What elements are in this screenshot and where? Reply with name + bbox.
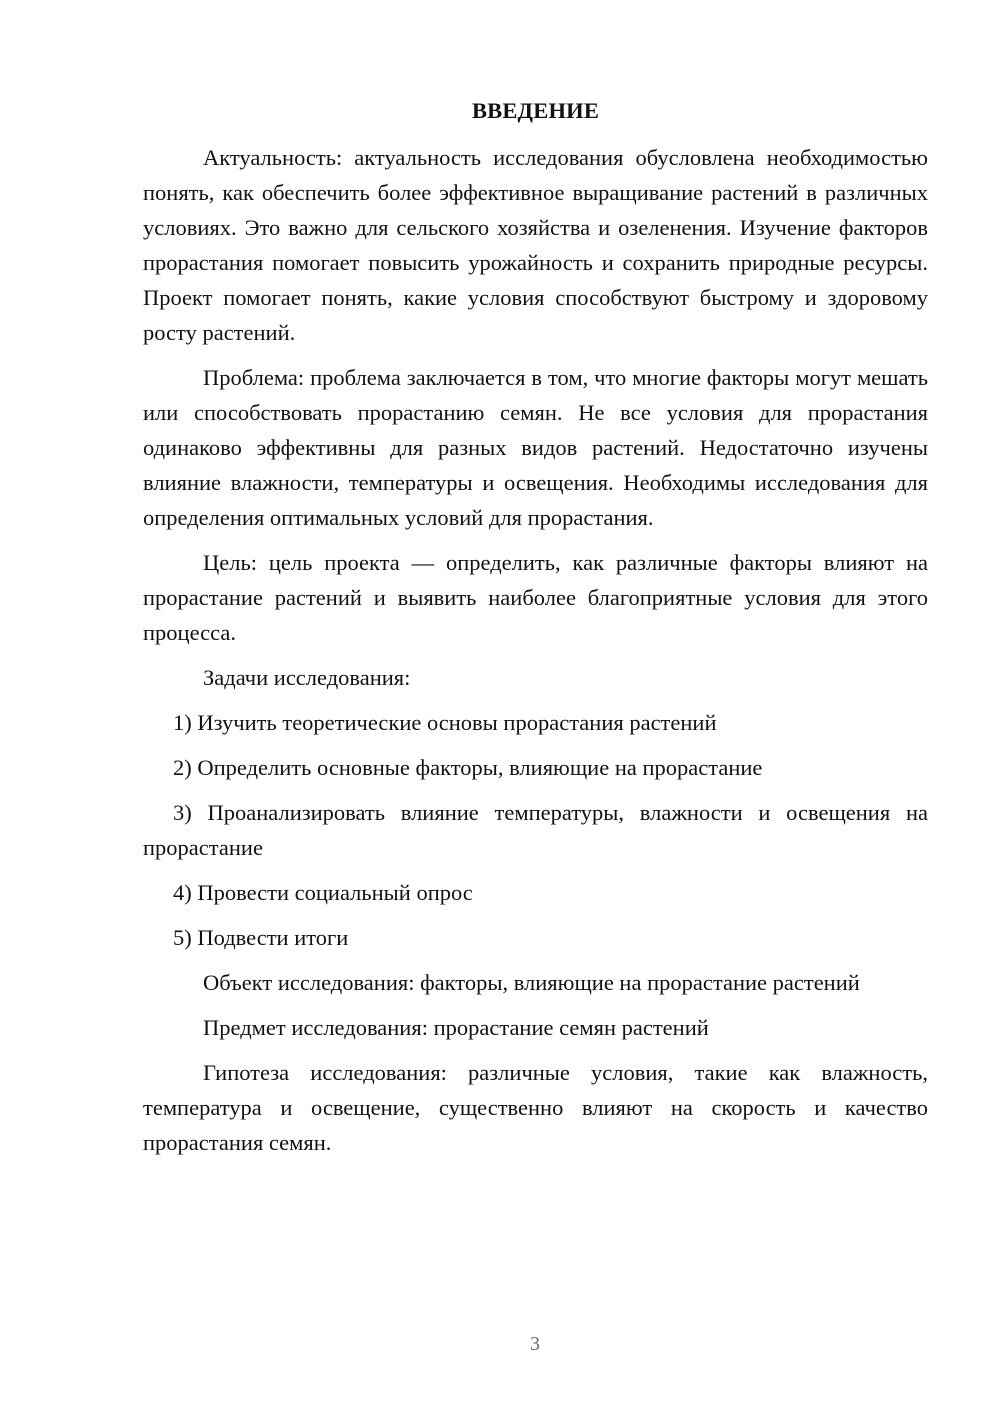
page-content — [143, 93, 928, 1170]
task-item-4: 4) Провести социальный опрос — [173, 880, 473, 905]
problem-paragraph: Проблема: проблема заключается в том, что многие факторы могут мешать или способствовать прорастанию семян. Не все условия для прорастания одинаково эффективны для разных видов растений. Недостаточно изучены влияние влажности, температуры и освещения. Необходимы исследования для определения оптимальных условий для прорастания. — [143, 365, 928, 530]
task-item-5: 5) Подвести итоги — [173, 925, 349, 950]
subject-paragraph: Предмет исследования: прорастание семян растений — [203, 1015, 709, 1040]
task-item-3: 3) Проанализировать влияние температуры, влажности и освещения на прорастание — [143, 800, 928, 860]
tasks-heading: Задачи исследования: — [203, 665, 411, 690]
section-title: ВВЕДЕНИЕ — [471, 98, 600, 123]
hypothesis-paragraph: Гипотеза исследования: различные условия, такие как влажность, температура и освещение, существенно влияют на скорость и качество прорастания семян. — [143, 1060, 928, 1155]
object-paragraph: Объект исследования: факторы, влияющие на прорастание растений — [203, 970, 860, 995]
task-item-2: 2) Определить основные факторы, влияющие на прорастание — [173, 755, 763, 780]
page-number: 3 — [530, 1333, 540, 1355]
task-item-1: 1) Изучить теоретические основы прорастания растений — [173, 710, 717, 735]
goal-paragraph: Цель: цель проекта — определить, как различные факторы влияют на прорастание растений и выявить наиболее благоприятные условия для этого процесса. — [143, 550, 928, 645]
relevance-paragraph: Актуальность: актуальность исследования обусловлена необходимостью понять, как обеспечить более эффективное выращивание растений в различных условиях. Это важно для сельского хозяйства и озеленения. Изучение факторов прорастания помогает повысить урожайность и сохранить природные ресурсы. Проект помогает понять, какие условия способствуют быстрому и здоровому росту растений. — [143, 145, 928, 345]
